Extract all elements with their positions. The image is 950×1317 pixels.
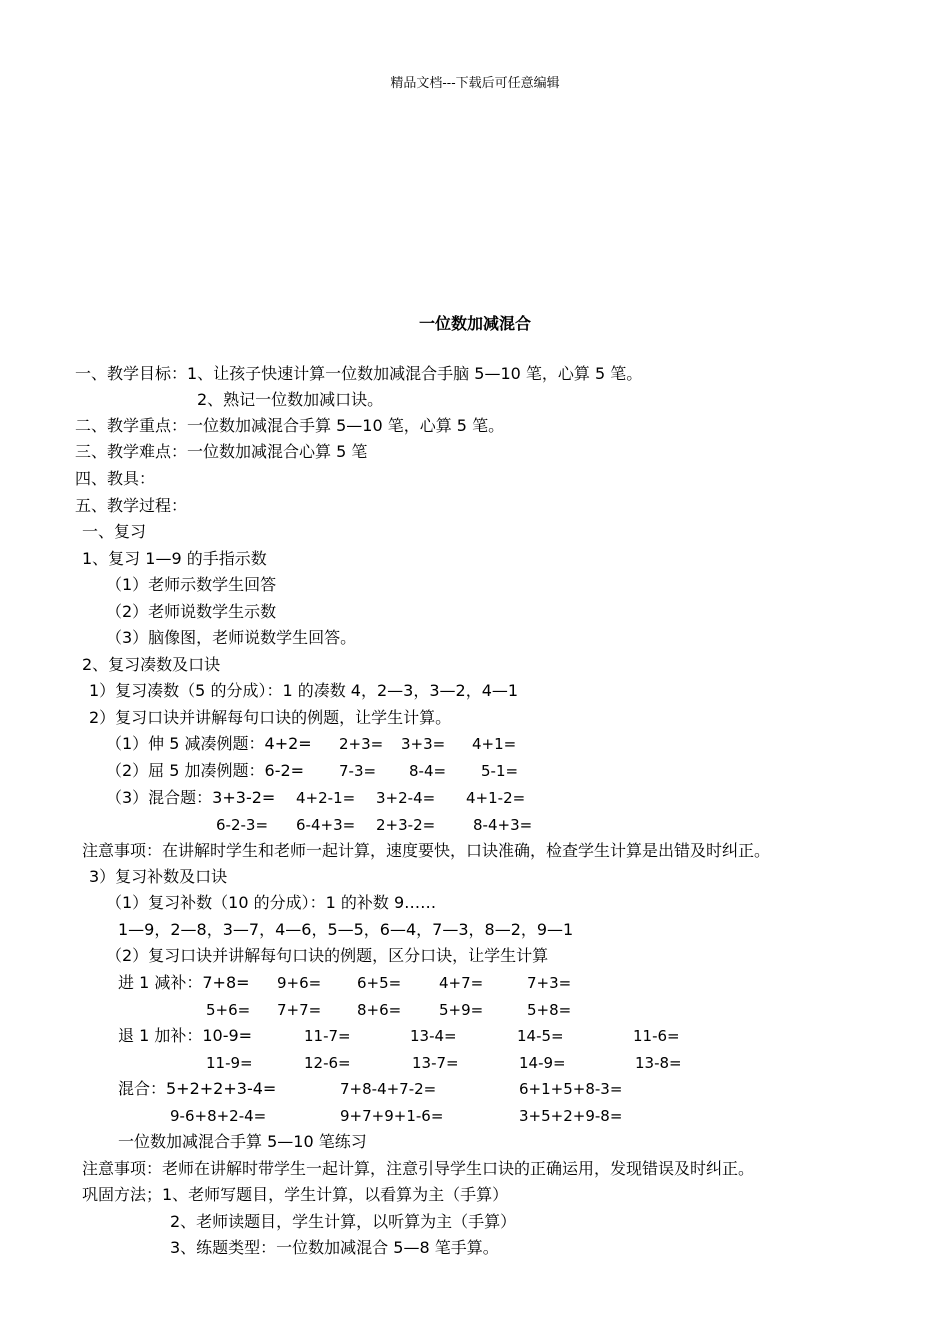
note-line-1: 注意事项：在讲解时学生和老师一起计算，速度要快，口诀准确，检查学生计算是出错及时纠正。 — [82, 841, 771, 860]
exercise-item: 6+1+5+8-3= — [519, 1080, 623, 1098]
review-item-2: 2、复习凑数及口诀 — [82, 655, 221, 674]
exercise-item: 6-2-3= — [216, 816, 269, 834]
complement-list: 1—9，2—8，3—7，4—6，5—5，6—4，7—3，8—2，9—1 — [118, 920, 574, 939]
exercise-item: 6-4+3= — [296, 816, 356, 834]
review-heading: 一、复习 — [82, 522, 147, 541]
exercise-item: 6+5= — [357, 974, 402, 992]
process-heading: 五、教学过程： — [75, 496, 188, 515]
exercise-item: 7+8-4+7-2= — [340, 1080, 437, 1098]
review-item-1: 1、复习 1—9 的手指示数 — [82, 549, 267, 568]
exercise-item: 5+6= — [206, 1001, 251, 1019]
exercise-item: 13-4= — [410, 1027, 457, 1045]
exercise-item: 3+5+2+9-8= — [519, 1107, 623, 1125]
consolidation-line-1: 巩固方法；1、老师写题目，学生计算，以看算为主（手算） — [82, 1185, 509, 1204]
exercise-item: 7+3= — [527, 974, 572, 992]
exercise-label: 退 1 加补：10-9= — [118, 1026, 253, 1045]
exercise-item: 5-1= — [481, 762, 519, 780]
objective-line-2: 2、熟记一位数加减口诀。 — [197, 390, 384, 409]
review-item-3: 3）复习补数及口诀 — [89, 867, 228, 886]
exercise-item: 2+3= — [339, 735, 384, 753]
exercise-item: 8-4+3= — [473, 816, 533, 834]
exercise-label: 进 1 减补：7+8= — [118, 973, 250, 992]
exercise-label: 混合：5+2+2+3-4= — [118, 1079, 277, 1098]
consolidation-line-2: 2、老师读题目，学生计算，以听算为主（手算） — [170, 1212, 517, 1231]
objective-line-1: 一、教学目标：1、让孩子快速计算一位数加减混合手脑 5—10 笔，心算 5 笔。 — [75, 364, 643, 383]
exercise-item: 8+6= — [357, 1001, 402, 1019]
exercise-item: 13-8= — [635, 1054, 682, 1072]
exercise-label: （1）伸 5 减凑例题：4+2= — [106, 734, 312, 753]
exercise-item: 4+1-2= — [466, 789, 526, 807]
page-header: 精品文档---下载后可任意编辑 — [390, 76, 560, 91]
review-item-3-1: （1）复习补数（10 的分成）：1 的补数 9…… — [106, 893, 437, 912]
exercise-item: 11-7= — [304, 1027, 351, 1045]
exercise-item: 9-6+8+2-4= — [170, 1107, 267, 1125]
note-line-2: 注意事项：老师在讲解时带学生一起计算，注意引导学生口诀的正确运用，发现错误及时纠正。 — [82, 1159, 755, 1178]
consolidation-line-3: 3、练题类型：一位数加减混合 5—8 笔手算。 — [170, 1238, 499, 1257]
exercise-item: 4+1= — [472, 735, 517, 753]
exercise-item: 3+3= — [401, 735, 446, 753]
exercise-item: 7+7= — [277, 1001, 322, 1019]
exercise-item: 4+7= — [439, 974, 484, 992]
exercise-item: 8-4= — [409, 762, 447, 780]
exercise-item: 9+6= — [277, 974, 322, 992]
exercise-item: 11-6= — [633, 1027, 680, 1045]
practice-line: 一位数加减混合手算 5—10 笔练习 — [118, 1132, 367, 1151]
exercise-item: 2+3-2= — [376, 816, 436, 834]
exercise-label: （2）屈 5 加凑例题：6-2= — [106, 761, 305, 780]
review-sub-1: （1）老师示数学生回答 — [106, 575, 277, 594]
review-sub-2: （2）老师说数学生示数 — [106, 602, 277, 621]
review-item-2-1: 1）复习凑数（5 的分成）：1 的凑数 4，2—3，3—2，4—1 — [89, 681, 519, 700]
exercise-item: 5+8= — [527, 1001, 572, 1019]
exercise-item: 12-6= — [304, 1054, 351, 1072]
exercise-item: 13-7= — [412, 1054, 459, 1072]
review-item-2-2: 2）复习口诀并讲解每句口诀的例题，让学生计算。 — [89, 708, 452, 727]
document-title: 一位数加减混合 — [418, 314, 531, 333]
exercise-label: （3）混合题：3+3-2= — [106, 788, 276, 807]
key-point-line: 二、教学重点：一位数加减混合手算 5—10 笔，心算 5 笔。 — [75, 416, 505, 435]
difficulty-line: 三、教学难点：一位数加减混合心算 5 笔 — [75, 442, 368, 461]
exercise-item: 9+7+9+1-6= — [340, 1107, 444, 1125]
exercise-item: 4+2-1= — [296, 789, 356, 807]
exercise-item: 11-9= — [206, 1054, 253, 1072]
review-item-3-2: （2）复习口诀并讲解每句口诀的例题，区分口诀，让学生计算 — [106, 946, 549, 965]
review-sub-3: （3）脑像图，老师说数学生回答。 — [106, 628, 357, 647]
exercise-item: 3+2-4= — [376, 789, 436, 807]
exercise-item: 14-9= — [519, 1054, 566, 1072]
exercise-item: 7-3= — [339, 762, 377, 780]
exercise-item: 14-5= — [517, 1027, 564, 1045]
exercise-item: 5+9= — [439, 1001, 484, 1019]
teaching-aids-line: 四、教具： — [75, 469, 156, 488]
